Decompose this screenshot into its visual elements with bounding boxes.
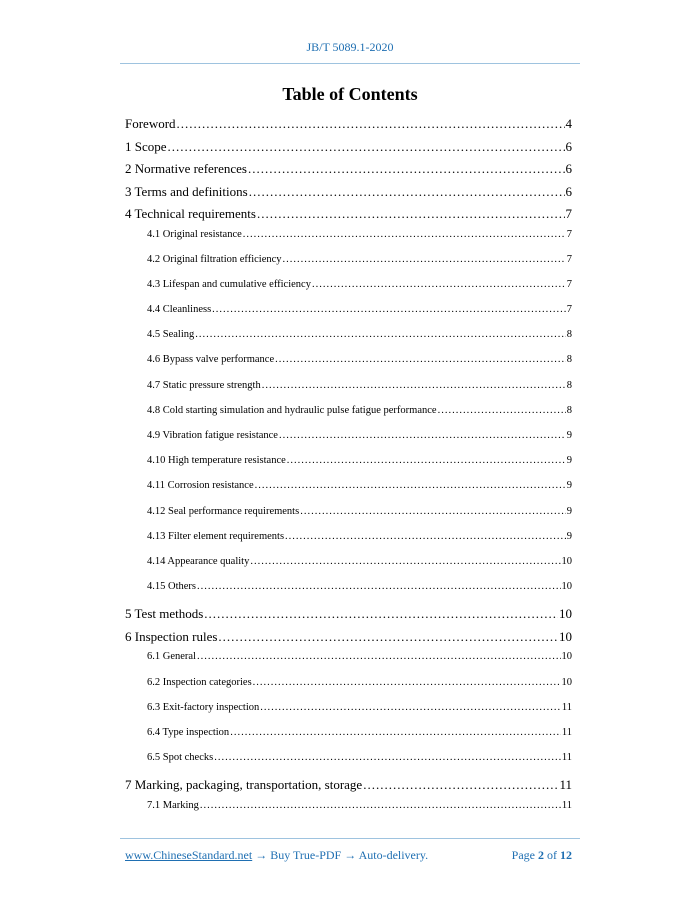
- dot-leader: [212, 304, 566, 315]
- toc-entry-label: 4.5 Sealing: [147, 329, 195, 341]
- toc-entry-page-number: 7: [566, 278, 572, 290]
- toc-entry[interactable]: [125, 752, 572, 777]
- toc-entry[interactable]: [125, 677, 572, 702]
- toc-entry-page-number: 11: [561, 752, 572, 764]
- toc-entry-label: 5 Test methods: [125, 606, 204, 622]
- dot-leader: [168, 139, 565, 155]
- footer-promo: [125, 848, 428, 863]
- toc-entry-label: 6.3 Exit-factory inspection: [147, 701, 260, 713]
- dot-leader: [250, 556, 560, 567]
- toc-entry[interactable]: [125, 430, 572, 455]
- toc-entry[interactable]: [125, 455, 572, 480]
- dot-leader: [243, 229, 566, 240]
- toc-entry[interactable]: [125, 480, 572, 505]
- page-title: Table of Contents: [282, 84, 418, 104]
- toc-entry-page-number: 9: [566, 530, 572, 542]
- dot-leader: [255, 480, 566, 491]
- dot-leader: [363, 777, 558, 793]
- toc-entry-page-number: 11: [561, 701, 572, 713]
- page-prefix: Page: [511, 848, 538, 862]
- dot-leader: [287, 455, 566, 466]
- toc-entry-label: 6.4 Type inspection: [147, 726, 230, 738]
- dot-leader: [197, 581, 561, 592]
- toc-entry[interactable]: [125, 354, 572, 379]
- toc-entry-page-number: 7: [566, 253, 572, 265]
- toc-entry[interactable]: [125, 405, 572, 430]
- toc-entry[interactable]: [125, 702, 572, 727]
- toc-entry-page-number: 10: [561, 555, 572, 567]
- toc-entry-page-number: 7: [566, 228, 572, 240]
- toc-entry-page-number: 9: [566, 505, 572, 517]
- toc-entry[interactable]: [125, 800, 572, 825]
- toc-entry[interactable]: [125, 116, 572, 139]
- toc-entry-label: 4.14 Appearance quality: [147, 555, 250, 567]
- dot-leader: [248, 161, 565, 177]
- toc-entry-label: 3 Terms and definitions: [125, 183, 248, 199]
- toc-entry-page-number: 8: [566, 329, 572, 341]
- toc-entry[interactable]: [125, 506, 572, 531]
- toc-entry-label: 4 Technical requirements: [125, 206, 256, 221]
- toc-entry[interactable]: [125, 206, 572, 229]
- toc-entry[interactable]: [125, 139, 572, 162]
- toc-entry-label: 2 Normative references: [125, 161, 247, 176]
- toc-entry-label: 4.10 High temperature resistance: [147, 455, 286, 467]
- total-page-count: 12: [560, 848, 572, 862]
- toc-entry-label: 6.1 General: [147, 651, 196, 663]
- dot-leader: [214, 752, 561, 763]
- toc-entry-page-number: 7: [565, 206, 572, 221]
- toc-entry[interactable]: [125, 606, 572, 629]
- toc-entry-label: 6.2 Inspection categories: [147, 676, 252, 688]
- dot-leader: [197, 651, 561, 662]
- toc-entry-page-number: 10: [561, 651, 572, 663]
- dot-leader: [230, 727, 561, 738]
- toc-entry-label: 4.13 Filter element requirements: [147, 530, 285, 542]
- toc-entry-label: 4.2 Original filtration efficiency: [147, 253, 282, 265]
- toc-entry[interactable]: [125, 161, 572, 184]
- table-of-contents: [125, 116, 572, 825]
- toc-entry-label: 4.12 Seal performance requirements: [147, 505, 300, 517]
- footer-divider: [120, 838, 580, 839]
- toc-entry[interactable]: [125, 254, 572, 279]
- toc-entry-page-number: 9: [566, 455, 572, 467]
- toc-entry-page-number: 11: [559, 777, 572, 793]
- toc-entry-label: 4.6 Bypass valve performance: [147, 354, 275, 366]
- toc-entry-page-number: 8: [566, 354, 572, 366]
- toc-entry[interactable]: [125, 777, 572, 800]
- toc-entry-label: 1 Scope: [125, 138, 167, 154]
- dot-leader: [249, 184, 565, 200]
- toc-entry-page-number: 10: [559, 606, 572, 622]
- promo-text: → Buy True-PDF → Auto-delivery.: [252, 848, 429, 862]
- toc-entry[interactable]: [125, 329, 572, 354]
- toc-entry-label: 4.7 Static pressure strength: [147, 379, 261, 391]
- website-link[interactable]: www.ChineseStandard.net: [125, 848, 253, 862]
- dot-leader: [177, 116, 565, 132]
- toc-entry[interactable]: [125, 184, 572, 207]
- toc-entry-label: 7.1 Marking: [147, 799, 199, 811]
- toc-entry[interactable]: [125, 556, 572, 581]
- dot-leader: [257, 206, 565, 222]
- header-divider: [120, 63, 580, 64]
- dot-leader: [312, 279, 566, 290]
- current-page-number: 2: [538, 848, 544, 862]
- toc-entry[interactable]: [125, 304, 572, 329]
- toc-entry-page-number: 4: [565, 116, 572, 131]
- toc-entry-label: 4.15 Others: [147, 581, 196, 593]
- toc-entry[interactable]: [125, 380, 572, 405]
- dot-leader: [279, 430, 566, 441]
- dot-leader: [300, 506, 566, 517]
- dot-leader: [195, 329, 566, 340]
- toc-entry-page-number: 6: [565, 183, 572, 199]
- toc-entry-page-number: 6: [565, 138, 572, 154]
- toc-entry-label: 4.8 Cold starting simulation and hydraulic pulse fatigue performance: [147, 404, 437, 416]
- dot-leader: [253, 677, 561, 688]
- toc-entry-page-number: 8: [566, 404, 572, 416]
- toc-entry-page-number: 10: [561, 581, 572, 593]
- dot-leader: [262, 380, 566, 391]
- toc-entry-page-number: 10: [561, 676, 572, 688]
- dot-leader: [200, 800, 561, 811]
- toc-entry[interactable]: [125, 531, 572, 556]
- toc-entry-page-number: 9: [566, 480, 572, 492]
- toc-entry-label: 4.11 Corrosion resistance: [147, 480, 254, 492]
- toc-entry-label: 6 Inspection rules: [125, 628, 218, 644]
- toc-entry-label: Foreword: [125, 116, 176, 131]
- toc-entry[interactable]: [125, 581, 572, 606]
- toc-entry-label: 7 Marking, packaging, transportation, storage: [125, 777, 363, 793]
- toc-entry-label: 4.3 Lifespan and cumulative efficiency: [147, 278, 311, 290]
- dot-leader: [218, 629, 558, 645]
- dot-leader: [285, 531, 566, 542]
- toc-entry[interactable]: [125, 279, 572, 304]
- toc-entry-label: 6.5 Spot checks: [147, 752, 214, 764]
- dot-leader: [438, 405, 566, 416]
- dot-leader: [283, 254, 566, 265]
- toc-entry-page-number: 8: [566, 379, 572, 391]
- toc-entry-label: 4.4 Cleanliness: [147, 304, 212, 316]
- toc-entry-page-number: 6: [565, 161, 572, 176]
- page-indicator: [512, 848, 572, 863]
- dot-leader: [204, 606, 558, 622]
- toc-entry[interactable]: [125, 727, 572, 752]
- toc-entry-page-number: 11: [561, 726, 572, 738]
- dot-leader: [275, 354, 566, 365]
- toc-entry-page-number: 10: [559, 628, 572, 644]
- document-code-header: JB/T 5089.1-2020: [306, 40, 394, 54]
- toc-entry-page-number: 9: [566, 430, 572, 441]
- page-of: of: [544, 848, 560, 862]
- toc-entry-label: 4.1 Original resistance: [147, 228, 242, 240]
- toc-entry[interactable]: [125, 229, 572, 254]
- toc-entry-page-number: 7: [566, 304, 572, 316]
- toc-entry[interactable]: [125, 651, 572, 676]
- toc-entry-page-number: 11: [561, 799, 572, 811]
- toc-entry[interactable]: [125, 629, 572, 652]
- toc-entry-label: 4.9 Vibration fatigue resistance: [147, 430, 278, 441]
- dot-leader: [260, 702, 561, 713]
